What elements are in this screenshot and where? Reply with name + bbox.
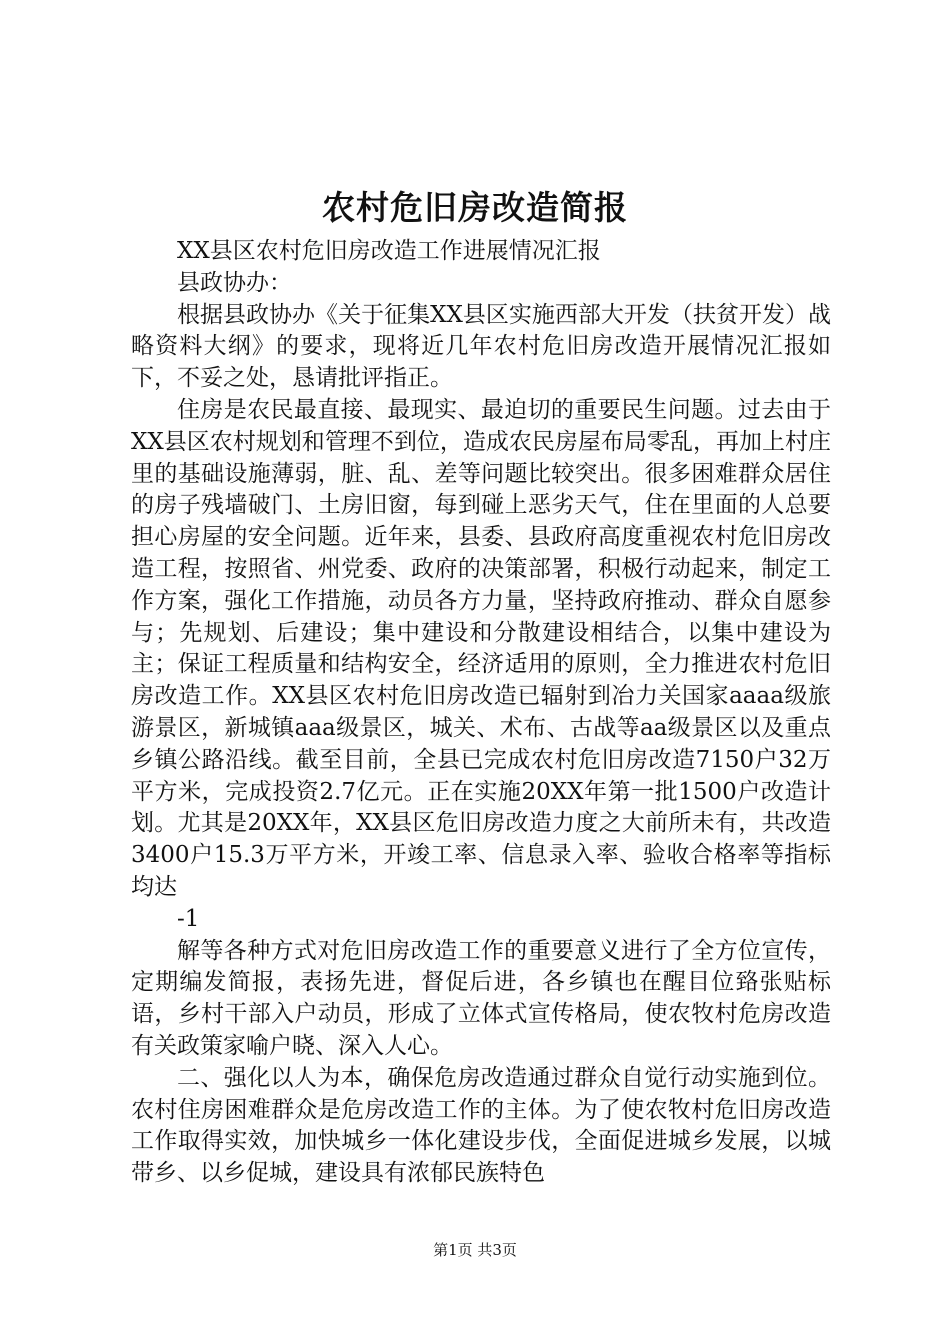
paragraph-background: 住房是农民最直接、最现实、最迫切的重要民生问题。过去由于XX县区农村规划和管理不到位，造成农民房屋布局零乱，再加上村庄里的基础设施薄弱，脏、乱、差等问题比较突出。很多困难群众居住的房子残墙破门、土房旧窗，每到碰上恶劣天气，住在里面的人总要担心房屋的安全问题。近年来，县委、县政府高度重视农村危旧房改造工程，按照省、州党委、政府的决策部署，积极行动起来，制定工作方案，强化工作措施，动员各方力量，坚持政府推动、群众自愿参与；先规划、后建设；集中建设和分散建设相结合，以集中建设为主；保证工程质量和结构安全，经济适用的原则，全力推进农村危旧房改造工作。XX县区农村危旧房改造已辐射到冶力关国家aaaa级旅游景区，新城镇aaa级景区，城关、术布、古战等aa级景区以及重点乡镇公路沿线。截至目前，全县已完成农村危旧房改造7150户32万平方米，完成投资2.7亿元。正在实施20XX年第一批1500户改造计划。尤其是20XX年，XX县区危旧房改造力度之大前所未有，共改造3400户15.3万平方米，开竣工率、信息录入率、验收合格率等指标均达 xyxy=(131,396,831,900)
document-body xyxy=(131,236,831,1190)
report-subtitle: XX县区农村危旧房改造工作进展情况汇报 xyxy=(177,238,601,264)
paragraph-publicity: 解等各种方式对危旧房改造工作的重要意义进行了全方位宣传，定期编发简报，表扬先进，督促后进，各乡镇也在醒目位臵张贴标语，乡村干部入户动员，形成了立体式宣传格局，使农牧村危房改造有关政策家喻户晓、深入人心。 xyxy=(131,937,831,1059)
document-title: 农村危旧房改造简报 xyxy=(322,188,628,227)
paragraph-section-two: 二、强化以人为本，确保危房改造通过群众自觉行动实施到位。农村住房困难群众是危房改造工作的主体。为了使农牧村危旧房改造工作取得实效，加快城乡一体化建设步伐，全面促进城乡发展，以城带乡、以乡促城，建设具有浓郁民族特色 xyxy=(131,1064,831,1187)
page-footer: 第1页 共3页 xyxy=(433,1241,517,1259)
paragraph-intro: 根据县政协办《关于征集XX县区实施西部大开发（扶贫开发）战略资料大纲》的要求，现将近几年农村危旧房改造开展情况汇报如下，不妥之处，恳请批评指正。 xyxy=(131,301,831,392)
addressee: 县政协办： xyxy=(177,269,292,296)
page-break-marker: -1 xyxy=(177,905,200,932)
